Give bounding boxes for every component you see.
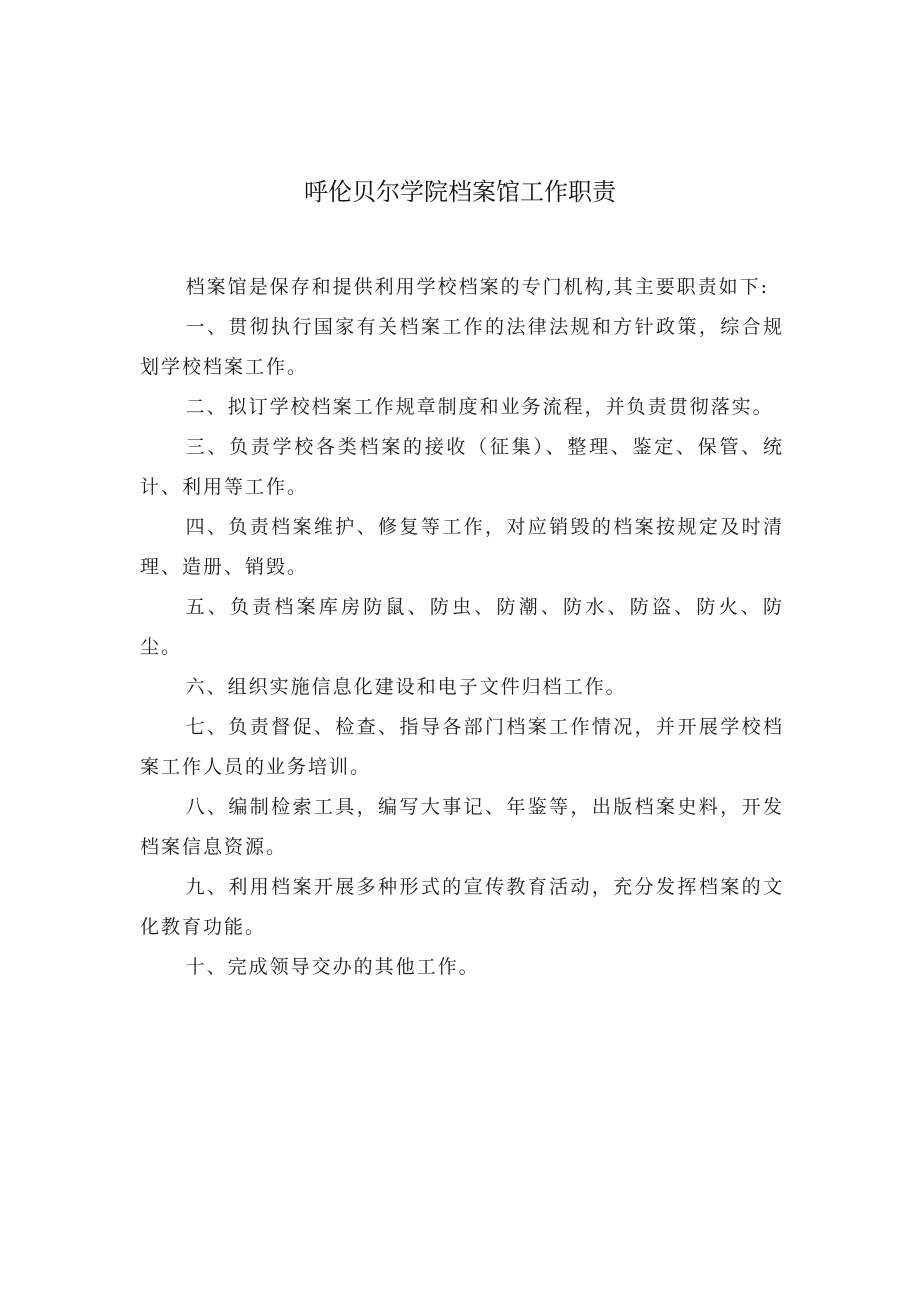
intro-paragraph: 档案馆是保存和提供利用学校档案的专门机构,其主要职责如下: <box>185 276 770 298</box>
duty-item-6: 六、组织实施信息化建设和电子文件归档工作。 <box>185 676 627 698</box>
document-body <box>140 267 784 987</box>
duty-item-1: 一、贯彻执行国家有关档案工作的法律法规和方针政策，综合规划学校档案工作。 <box>140 316 784 378</box>
duty-item-7: 七、负责督促、检查、指导各部门档案工作情况，并开展学校档案工作人员的业务培训。 <box>140 716 784 778</box>
duty-item-3: 三、负责学校各类档案的接收（征集）、整理、鉴定、保管、统计、利用等工作。 <box>140 436 784 498</box>
duty-item-5: 五、负责档案库房防鼠、防虫、防潮、防水、防盗、防火、防尘。 <box>140 596 784 658</box>
duty-item-9: 九、利用档案开展多种形式的宣传教育活动，充分发挥档案的文化教育功能。 <box>140 876 784 938</box>
duty-item-10: 十、完成领导交办的其他工作。 <box>185 956 480 978</box>
document-title: 呼伦贝尔学院档案馆工作职责 <box>304 178 616 206</box>
duty-item-8: 八、编制检索工具，编写大事记、年鉴等，出版档案史料，开发档案信息资源。 <box>140 796 784 858</box>
duty-item-4: 四、负责档案维护、修复等工作，对应销毁的档案按规定及时清理、造册、销毁。 <box>140 516 784 578</box>
duty-item-2: 二、拟订学校档案工作规章制度和业务流程，并负责贯彻落实。 <box>185 396 774 418</box>
